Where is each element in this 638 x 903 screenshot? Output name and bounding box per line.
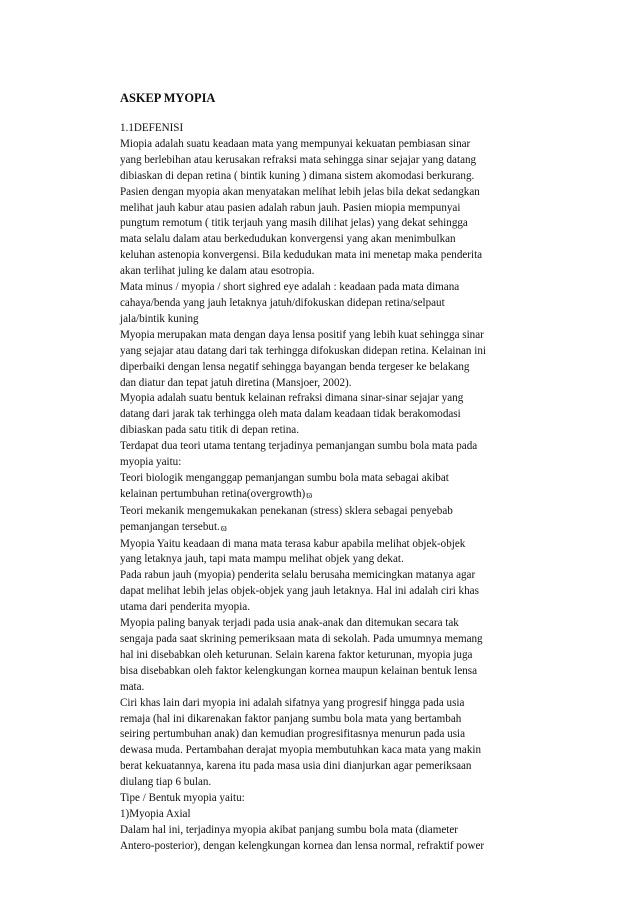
- text-line: diulang tiap 6 bulan.: [120, 776, 212, 789]
- text-line: melihat jauh kabur atau pasien adalah rabun jauh. Pasien miopia mempunyai: [120, 201, 461, 214]
- text-line: Ciri khas lain dari myopia ini adalah sifatnya yang progresif hingga pada usia: [120, 696, 465, 709]
- text-line: Tipe / Bentuk myopia yaitu:: [120, 792, 245, 805]
- document-title: ASKEP MYOPIA: [120, 91, 216, 105]
- text-line: Myopia merupakan mata dengan daya lensa positif yang lebih kuat sehingga sinar: [120, 328, 484, 341]
- text-line: hal ini disebabkan oleh keturunan. Selain karena faktor keturunan, myopia juga: [120, 648, 473, 661]
- text-line: pemanjangan tersebut.: [120, 520, 220, 533]
- text-line: dibiaskan di depan retina ( bintik kuning ) dimana sistem akomodasi berkurang.: [120, 169, 475, 182]
- text-line: yang letaknya jauh, tapi mata mampu melihat objek yang dekat.: [120, 553, 404, 566]
- text-line: Myopia paling banyak terjadi pada usia anak-anak dan ditemukan secara tak: [120, 617, 459, 630]
- text-line: yang berlebihan atau kerusakan refraksi mata sehingga sinar sejajar yang datang: [120, 153, 477, 166]
- text-line: cahaya/benda yang jauh letaknya jatuh/difokuskan didepan retina/selpaut: [120, 296, 445, 309]
- text-line: jala/bintik kuning: [120, 312, 199, 325]
- text-line: keluhan astenopia konvergensi. Bila kedudukan mata ini menetap maka penderita: [120, 249, 483, 262]
- text-line: Miopia adalah suatu keadaan mata yang mempunyai kekuatan pembiasan sinar: [120, 137, 471, 150]
- text-line: utama dari penderita myopia.: [120, 601, 250, 614]
- text-line: Terdapat dua teori utama tentang terjadinya pemanjangan sumbu bola mata pada: [120, 440, 478, 453]
- text-line: Teori biologik menganggap pemanjangan sumbu bola mata sebagai akibat: [120, 471, 449, 484]
- text-line: Mata minus / myopia / short sighred eye adalah : keadaan pada mata dimana: [120, 281, 460, 294]
- text-line: dibiaskan pada satu titik di depan retina.: [120, 424, 299, 437]
- text-line: mata selalu dalam atau berkedudukan konvergensi yang akan menimbulkan: [120, 233, 456, 246]
- text-line: mata.: [120, 680, 145, 693]
- text-line: Antero-posterior), dengan kelengkungan kornea dan lensa normal, refraktif power: [120, 839, 485, 852]
- text-line: diperbaiki dengan lensa negatif sehingga bayangan benda tergeser ke belakang: [120, 360, 470, 373]
- text-line: myopia yaitu:: [120, 456, 182, 469]
- text-line: berat kekuatannya, karena itu pada masa usia dini dianjurkan agar pemeriksaan: [120, 760, 472, 773]
- text-line: 1)Myopia Axial: [120, 807, 191, 820]
- line-end-glyph: ϖ: [220, 522, 227, 533]
- text-line-with-glyph: [120, 487, 550, 504]
- text-line: remaja (hal ini dikarenakan faktor panjang sumbu bola mata yang bertambah: [120, 712, 462, 725]
- text-line: kelainan pertumbuhan retina(overgrowth): [120, 487, 306, 500]
- text-line: Myopia adalah suatu bentuk kelainan refraksi dimana sinar-sinar sejajar yang: [120, 392, 464, 405]
- text-line: datang dari jarak tak terhingga oleh mata dalam keadaan tidak berakomodasi: [120, 408, 461, 421]
- text-line: yang sejajar atau datang dari tak terhingga difokuskan didepan retina. Kelainan ini: [120, 344, 486, 357]
- text-line: akan terlihat juling ke dalam atau esotropia.: [120, 265, 315, 278]
- text-line: bisa disebabkan oleh faktor kelengkungan kornea maupun kelainan bentuk lensa: [120, 664, 478, 677]
- document-body: [120, 90, 550, 855]
- text-line: dan diatur dan tepat jatuh diretina (Mansjoer, 2002).: [120, 376, 352, 389]
- text-line: Pasien dengan myopia akan menyatakan melihat lebih jelas bila dekat sedangkan: [120, 185, 480, 198]
- text-line: dapat melihat lebih jelas objek-objek yang jauh letaknya. Hal ini adalah ciri khas: [120, 585, 479, 598]
- text-line: dewasa muda. Pertambahan derajat myopia membutuhkan kaca mata yang makin: [120, 744, 482, 757]
- text-line: seiring pertumbuhan anak) dan kemudian progresifitasnya menurun pada usia: [120, 728, 466, 741]
- line-end-glyph: ϖ: [306, 489, 313, 500]
- text-line-with-glyph: [120, 520, 550, 537]
- text-line: Pada rabun jauh (myopia) penderita selalu berusaha memicingkan matanya agar: [120, 569, 476, 582]
- text-line: Teori mekanik mengemukakan penekanan (stress) sklera sebagai penyebab: [120, 504, 453, 517]
- text-line: pungtum remotum ( titik terjauh yang masih dilihat jelas) yang dekat sehingga: [120, 217, 468, 230]
- text-line: Dalam hal ini, terjadinya myopia akibat panjang sumbu bola mata (diameter: [120, 823, 458, 836]
- text-line: Myopia Yaitu keadaan di mana mata terasa kabur apabila melihat objek-objek: [120, 537, 466, 550]
- section-heading: 1.1DEFENISI: [120, 122, 184, 134]
- text-line: sengaja pada saat skrining pemeriksaan mata di sekolah. Pada umumnya memang: [120, 633, 483, 645]
